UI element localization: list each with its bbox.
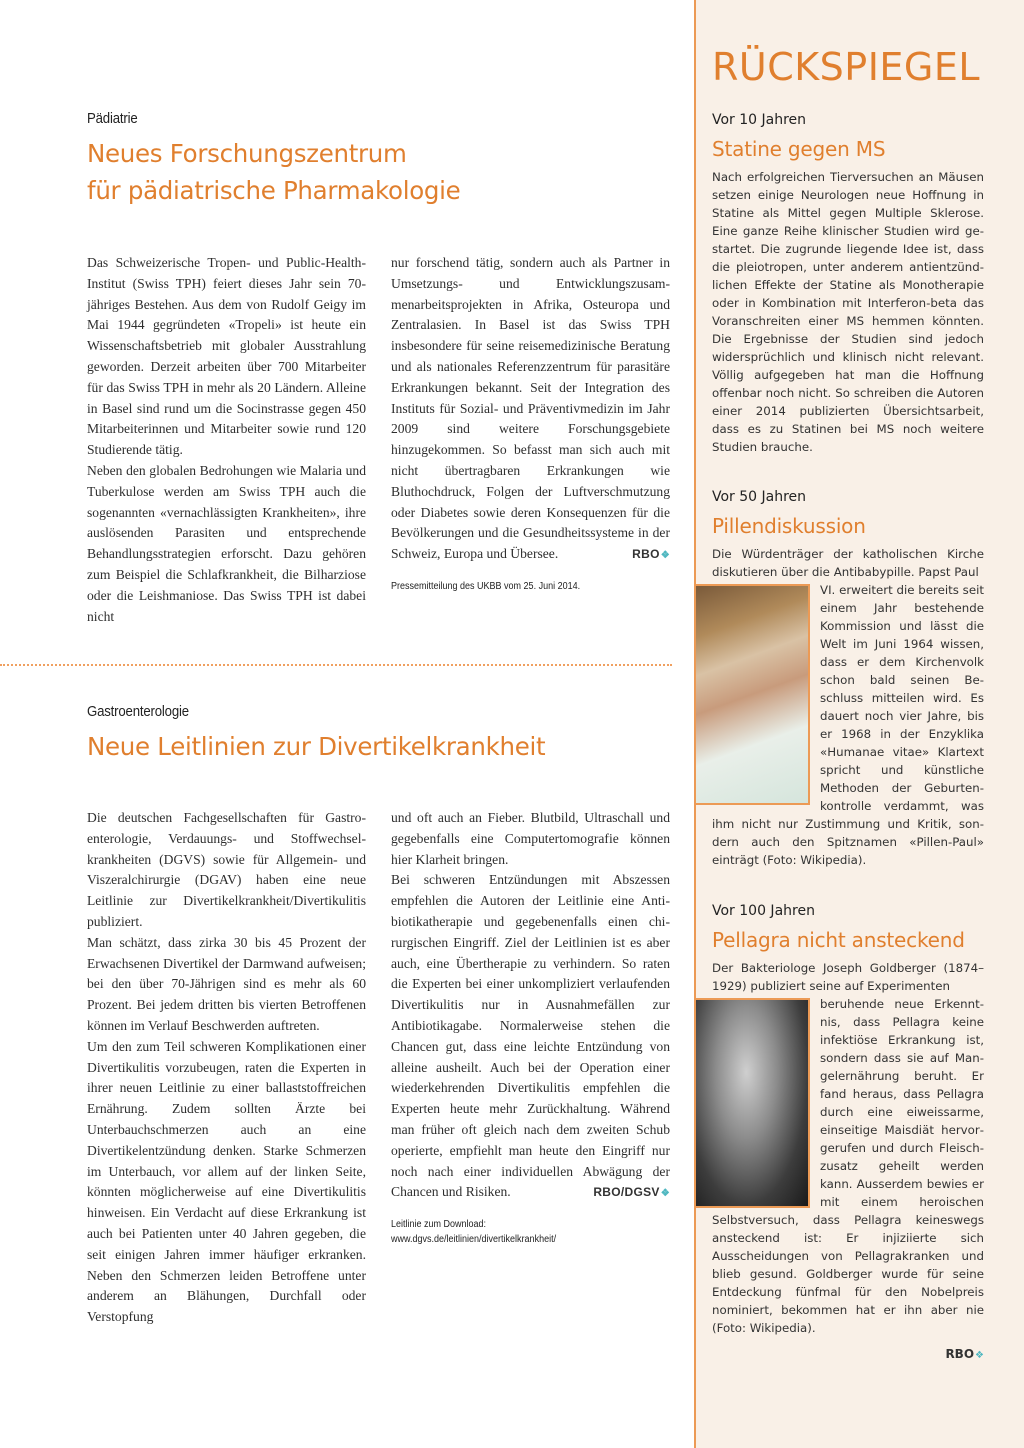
sidebar-section-10-years [712, 110, 984, 456]
diamond-icon: ❖ [975, 1350, 984, 1361]
paragraph-text: Bei schweren Entzündungen mit Abszessen empfehlen die Autoren der Leitlinie eine Antibiotikatherapie und gegebenenfalls einen chirurgischen Eingriff. Ziel der Leitlinien ist es aber auch, eine Übertherapie zu verhindern. So raten die Experten bei einer unkompliziert verlaufenden Divertikulitis nur in Ausnahmefällen zur Antibiotikagabe. Normalerweise stehen die Chancen gut, dass eine leichte Entzündung von alleine ausheilt. Auch bei der Operation einer wiederkehrenden Divertikulitis empfehlen die Experten heute mehr Zurückhaltung. Während man früher oft gleich nach dem zweiten Schub operierte, empfiehlt man heute den Eingriff nur noch nach einer individuellen Abwägung der Chancen und Risiken. [391, 872, 670, 1200]
paragraph [391, 870, 670, 1203]
sidebar-section-100-years [712, 901, 984, 1361]
headline-line-1: Neues Forschungszentrum [87, 139, 407, 168]
paragraph: Neben den globalen Bedrohungen wie Malaria und Tuberkulose werden am Swiss TPH auch die sogenannten «vernachlässigten Krankheiten», ihre auslösenden Parasiten und entsprechende Behandlungsstrategien erforscht. Dazu gehören zum Beispiel die Schlafkrankheit, die Bilharziose oder die Leishmaniose. Das Swiss TPH ist dabei nicht [87, 462, 366, 624]
section-headline: Pellagra nicht ansteckend [712, 928, 965, 952]
paragraph: Um den zum Teil schweren Komplikationen einer Divertikulitis vorzubeugen, raten die Experten in ihrer neuen Leitlinie zu einer ballaststoffreichen Ernährung. Zudem sollten Ärzte bei Unterbauchschmerzen auch an eine Divertikelentzündung denken. Starke Schmerzen im Unterbauch, vor allem auf der linken Seite, könnten möglicherweise auf eine Divertikulitis hinweisen. Ein Verdacht auf diese Erkrankung ist auch bei Patienten unter 40 Jahren gegeben, die seit einigen Jahren immer häufiger erkranken. Neben den Schmerzen leiden Betroffene unter anderem an Blähungen, Durchfall oder Verstopfung [87, 1038, 366, 1325]
article-headline: Neue Leitlinien zur Divertikelkrankheit [87, 732, 546, 761]
section-text [712, 959, 984, 1337]
paragraph: Man schätzt, dass zirka 30 bis 45 Prozent der Erwachsenen Divertikel der Darmwand aufweisen; bei den über 70-Jährigen sind es mehr als 60 Prozent. Bei jedem dritten bis vierten Betroffenen können im Verlauf Beschwerden auftreten. [87, 934, 366, 1033]
sidebar-section-50-years [712, 487, 984, 869]
download-link[interactable]: www.dgvs.de/leitlinien/divertikelkrankheit/ [391, 1234, 557, 1246]
section-headline: Pillendiskussion [712, 514, 866, 538]
paragraph-text: nur forschend tätig, sondern auch als Partner in Umsetzungs- und Entwicklungszusammenarbeitsprojekten in Afrika, Osteuropa und Zentralasien. In Basel ist das Swiss TPH insbesondere für seine reisemedizinische Beratung und als nationales Referenzzentrum für parasitäre Erkrankungen bekannt. Seit der Integration des Instituts für Sozial- und Präventivmedizin im Jahr 2009 sind weitere Forschungsgebiete hinzugekommen. So befasst man sich auch mit nicht übertragbaren Erkrankungen wie Bluthochdruck, Folgen der Luftverschmutzung oder Diabetes sowie deren Konsequenzen für die Bevölkerungen und die Gesundheitssysteme in der Schweiz, Europa und Übersee. [391, 255, 670, 562]
joseph-goldberger-photo [696, 998, 810, 1208]
article-2-column-2 [391, 808, 670, 1328]
section-kicker: Vor 50 Jahren [712, 489, 807, 505]
paragraph: und oft auch an Fieber. Blutbild, Ultraschall und gegebenfalls eine Computertomografie können hier Klarheit bringen. [391, 810, 670, 867]
article-headline [87, 135, 670, 209]
section-text: Nach erfolgreichen Tierversuchen an Mäusen setzen einige Neurologen neue Hoffnung in Statine als Mittel gegen Multiple Sklerose. Eine ganze Reihe klinischer Studien wird gestartet. Die zugrunde liegende Idee ist, dass die pleiotropen, unter anderem antientzündlichen Effekte der Statine als Monotherapie oder in Kombination mit Interferon-beta das Voranschreiten einer MS hemmen könnten. Die Ergebnisse der Studien sind jedoch widersprüchlich und klinisch nicht relevant. Völlig aufgegeben hat man die Hoffnung offenbar noch nicht. So schreiben die Autoren einer 2014 publizierten Übersichtsarbeit, dass es zu Statinen bei MS noch weitere Studien brauche. [712, 170, 984, 454]
section-text-intro: Die Würdenträger der katholischen Kirche diskutieren über die Antibabypille. Papst Paul [712, 547, 984, 579]
signature-text: RBO [945, 1347, 975, 1361]
sidebar-title: RÜCKSPIEGEL [712, 45, 981, 89]
article-kicker: Pädiatrie [87, 110, 138, 127]
pope-paul-vi-photo [696, 584, 810, 805]
article-kicker: Gastroenterologie [87, 703, 189, 720]
section-text [712, 545, 984, 869]
article-2-column-1 [87, 808, 366, 1328]
author-signature [712, 1347, 984, 1361]
paragraph [391, 253, 670, 565]
article-gastroenterologie [87, 703, 670, 765]
article-1-columns [87, 253, 670, 627]
diamond-icon: ❖ [660, 550, 670, 562]
section-text-intro: Der Bakteriologe Joseph Goldberger (1874–1929) publiziert seine auf Experimenten [712, 961, 984, 993]
rueckspiegel-sidebar [694, 0, 1024, 1448]
section-kicker: Vor 100 Jahren [712, 903, 815, 919]
section-headline: Statine gegen MS [712, 137, 886, 161]
article-1-column-2 [391, 253, 670, 627]
signature-text: RBO [632, 547, 660, 562]
paragraph: Die deutschen Fachgesellschaften für Gastroenterologie, Verdauungs- und Stoffwechselkrankheiten (DGVS) sowie für Allgemein- und Viszeralchirurgie (DGAV) haben eine neue Leitlinie zur Divertikelkrankheit/Divertikulitis publiziert. [87, 810, 366, 929]
headline-line-2: für pädiatrische Pharmakologie [87, 176, 461, 205]
paragraph: Das Schweizerische Tropen- und Public-Health-Institut (Swiss TPH) feiert dieses Jahr sein 70-jähriges Bestehen. Aus dem von Rudolf Geigy im Mai 1944 gegründeten «Tropeli» ist heute ein Wissenschaftsbetrieb mit globaler Ausstrahlung geworden. Derzeit arbeiten über 700 Mitarbeiter für das Swiss TPH in mehr als 20 Ländern. Alleine in Basel sind rund um die Socinstrasse gegen 450 Mitarbeiterinnen und Mitarbeiter sowie rund 120 Studierende tätig. [87, 255, 366, 458]
section-kicker: Vor 10 Jahren [712, 112, 807, 128]
author-signature [593, 1182, 670, 1205]
signature-text: RBO/DGSV [593, 1185, 660, 1200]
source-note: Pressemitteilung des UKBB vom 25. Juni 2014. [391, 580, 581, 592]
article-paediatrie [87, 110, 670, 209]
article-1-column-1 [87, 253, 366, 627]
section-text-body: VI. erweitert die bereits seit einem Jahr bestehende Kommission und lässt die Welt im Juni 1964 wissen, dass er dem Kirchenvolk schon bald seinen Beschluss mitteilen wird. Es dauert noch vier Jahre, bis er 1968 in der Enzyklika «Humanae vitae» Klartext spricht und künstliche Methoden der Geburtenkontrolle verdammt, was ihm nicht nur Zustimmung und Kritik, sondern auch den Spitznamen «Pillen-Paul» einträgt (Foto: Wikipedia). [712, 583, 984, 867]
section-text-body: beruhende neue Erkenntnis, dass Pellagra keine infektiöse Erkrankung ist, sondern dass sie auf Mangelernährung beruht. Er fand heraus, dass Pellagra durch eine eiweissarme, einseitige Maisdiät hervorgerufen und durch Fleischzusatz geheilt werden kann. Ausserdem bewies er mit einem heroischen Selbstversuch, dass Pellagra keineswegs ansteckend ist: Er injiziierte sich Ausscheidungen von Pellagrakranken und blieb gesund. Goldberger wurde für seine Entdeckung fünfmal für den Nobelpreis nominiert, bekommen hat er ihn aber nie (Foto: Wikipedia). [712, 997, 984, 1335]
download-note [391, 1217, 642, 1247]
download-label: Leitlinie zum Download: [391, 1219, 487, 1231]
article-2-columns [87, 808, 670, 1328]
author-signature [632, 544, 670, 567]
section-divider [0, 664, 672, 666]
diamond-icon: ❖ [660, 1188, 670, 1200]
